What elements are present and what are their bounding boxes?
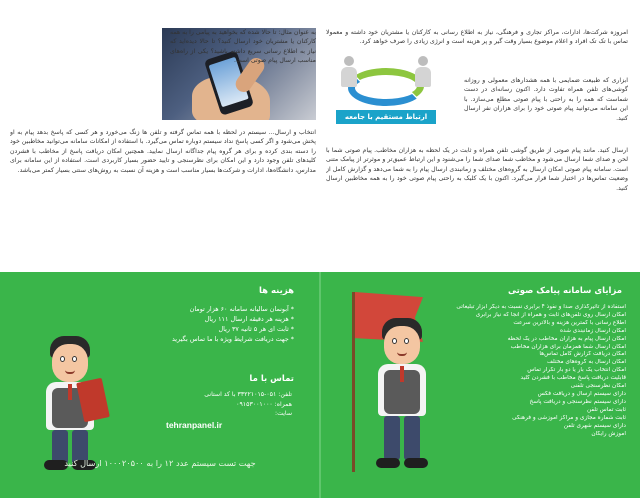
cycle-arrow-blue: [348, 70, 424, 106]
feature-item: آموزش رایگان: [591, 430, 626, 437]
businessman-with-flag-illustration: [372, 318, 442, 478]
website-link[interactable]: tehranpanel.ir: [166, 420, 223, 430]
article-paragraph: به عنوان مثال: تا حالا شده که بخواهید به پیامی را به همه کارکنان یا مشتریان خود ارسال کنید؟ تا حالا دیده‌اید که نیاز به اطلاع رسانی سریع داشته باشید؟ یکی از راه‌های مناسب ارسال پیام صوتی است.: [170, 29, 316, 65]
cost-item: * ثابت ای هر ۵ ثانیه ۳۷ ریال: [218, 325, 294, 333]
features-list: [434, 304, 626, 438]
feature-item: ثابت شماره مجازی و مراکز آموزشی و فرهنگی: [512, 414, 626, 421]
contact-site-label: سایت:: [275, 410, 292, 417]
cost-list: [132, 304, 294, 344]
feature-item: امکان ارسال روی تلفن‌های ثابت و همراه از آنجا که نیاز برابری: [475, 311, 626, 318]
cost-item: * هزینه هر دقیقه ارسال ۱۱۱ ریال: [204, 315, 294, 323]
cost-item: * آبونمان سالیانه سامانه ۶۰ هزار تومان: [189, 305, 294, 313]
features-title: مزایای سامانه پیامک صوتی: [507, 286, 622, 296]
feature-item: امکان ارسال به گروه‌های مختلف: [547, 359, 626, 366]
direct-communication-banner: ارتباط مستقیم با جامعه: [336, 110, 436, 124]
feature-item: امکان نظرسنجی تلفنی: [570, 383, 626, 390]
feature-item: دارای سیستم ارسال و دریافت فکس: [537, 390, 626, 397]
panel-divider: [319, 272, 321, 498]
article-paragraph: ارسال کنید. مانند پیام صوتی از طریق گوشی تلفن همراه و ثابت در یک لحظه به هزاران مخاطب. پیام صوتی شما با لحن و صدای شما ارسال می‌شود و مخاطب شما صدای شما را می‌شنود و این ارتباط عمیق‌تر و موثرتر از پیامک متنی است. سامانه پیام صوتی امکان ارسال به گروه‌های مختلف و زمانبندی ارسال پیام را به شما می‌دهد و گزارش کامل از وضعیت تماس‌ها در اختیار شما قرار می‌گیرد. اکنون با یک کلیک به راحتی پیام صوتی خود را به همه مخاطبین ارسال کنید.: [326, 147, 628, 192]
person-icon: [340, 56, 358, 88]
flagpole-icon: [352, 292, 355, 472]
article-paragraph: امروزه شرکت‌ها، ادارات، مراکز تجاری و فرهنگی، نیاز به اطلاع رسانی به کارکنان یا مشتریان خود داشته و معمولا تماس با تک تک افراد و اعلام موضوع بسیار وقت گیر و پر هزینه است و انرژی زیادی را صرف خواهد کرد.: [326, 29, 628, 46]
test-sms-call-to-action: جهت تست سیستم عدد ۱۲ را به ۱۰۰۰۲۰۵۰۰ ارسال کنید: [64, 458, 256, 468]
contact-title: تماس با ما: [249, 374, 294, 384]
feature-item: امکان ارسال زمانبندی شده: [559, 327, 626, 334]
feature-item: ثابت تماس تلفن: [586, 406, 626, 413]
feature-item: دارای سیستم نظرسنجی و دریافت پاسخ: [529, 398, 626, 405]
cost-item: * جهت دریافت شرایط ویژه با ما تماس بگیرید: [171, 335, 294, 343]
article-left-column: [10, 28, 316, 268]
person-icon: [414, 56, 432, 88]
feature-item: اطلاع رسانی با کمترین هزینه و بالاترین سرعت: [513, 319, 626, 326]
contact-list: [160, 390, 292, 419]
feature-item: استفاده از تاثیرگذاری صدا و نفوذ ۴ برابری نسبت به دیگر ابزار تبلیغاتی: [456, 304, 626, 310]
article-paragraph: ابزاری که طبیعت ضمایمی با همه هشدارهای معمولی و روزانه گوشی‌های تلفن همراه تفاوت دارد. اکنون رسانه‌ای در دست شماست که همه را به راحتی با پیام صوتی مطلع می‌سازد. با این سامانه می‌توانید پیام صوتی خود را برای هزاران نفر ارسال کنید.: [464, 77, 628, 122]
feature-item: امکان ارسال پیام به هزاران مخاطب در یک لحظه: [507, 335, 626, 342]
contact-mobile: همراه: ۰۹۱۵۳۰۰۱۰۰۰: [236, 400, 292, 408]
feature-item: قابلیت دریافت پاسخ مخاطب با فشردن کلید: [520, 375, 626, 382]
feature-item: امکان ارسال شما همزمان برای هزاران مخاطب: [510, 343, 626, 350]
feature-item: دارای سیستم شهری تلفن: [563, 422, 626, 429]
feature-item: امکان انتخاب یک بار یا دو بار تکرار تماس: [527, 367, 626, 374]
contact-phone: تلفن: ۰۵۱-۳۳۲۲۱۰۱۵ با کد استانی: [204, 391, 292, 398]
feature-item: امکان دریافت گزارش کامل تماس‌ها: [539, 351, 626, 358]
article-paragraph: انتخاب و ارسال... سیستم در لحظه با همه تماس گرفته و تلفن ها زنگ می‌خورد و هر کسی که پاسخ بدهد پیام به او پخش می‌شود و اگر کسی پاسخ نداد سیستم دوباره تماس می‌گیرد. با استفاده از امکانات سامانه می‌توانید مخاطبین خود را دسته بندی کرده و برای هر گروه پیام جداگانه ارسال نمایید. همچنین امکان دریافت پاسخ از مخاطب با فشردن کلیدهای تلفن وجود دارد و این امکان برای نظرسنجی و تایید حضور بسیار کاربردی است. استفاده از این سامانه برای مدارس، دانشگاه‌ها، ادارات و شرکت‌ها بسیار مناسب است و هزینه آن نسبت به روش‌های سنتی بسیار کمتر می‌باشد.: [10, 129, 316, 174]
cost-title: هزینه ها: [258, 286, 294, 296]
